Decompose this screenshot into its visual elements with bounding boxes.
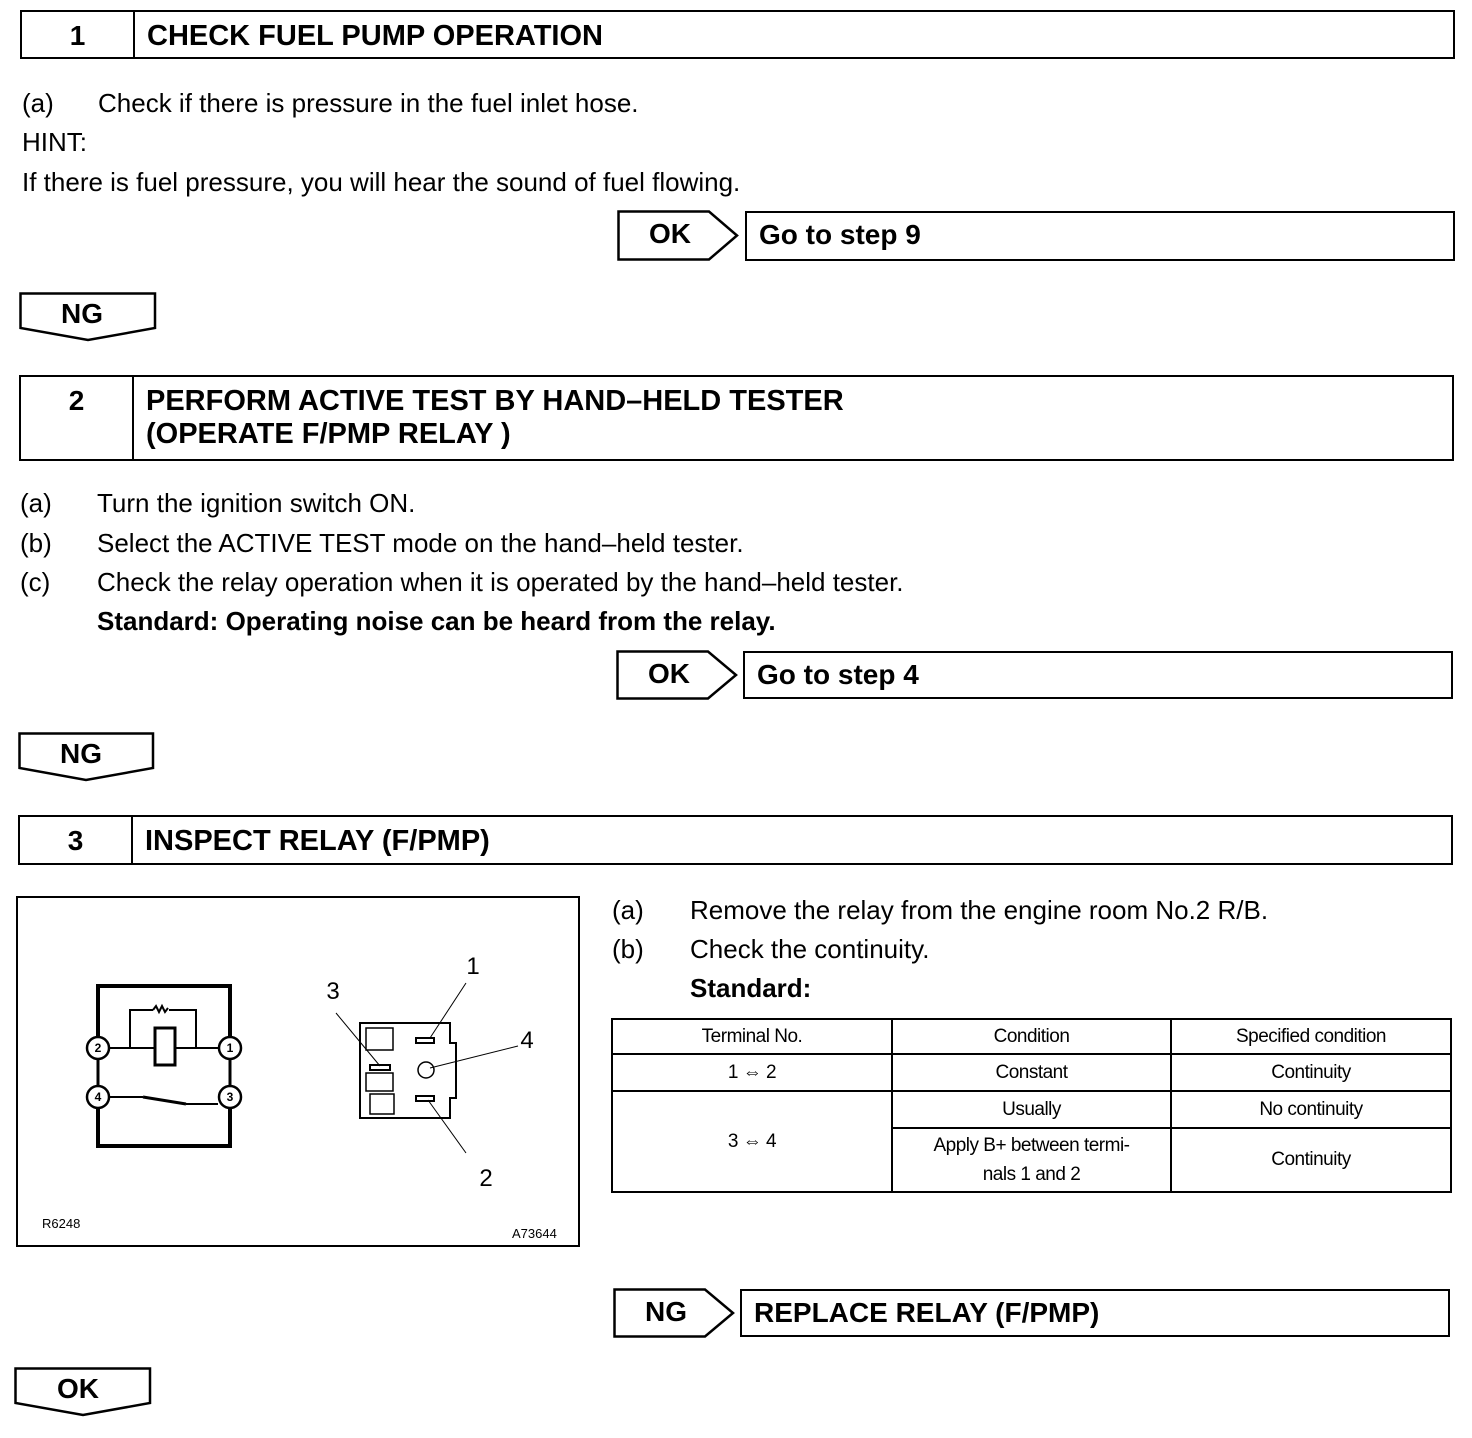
- circuit-terminal-4: 4: [94, 1090, 102, 1104]
- step-text: Check the relay operation when it is operated by the hand–held tester.: [97, 567, 904, 597]
- step-text: Check the continuity.: [690, 934, 930, 964]
- ok-label: OK: [648, 658, 690, 689]
- result-box: REPLACE RELAY (F/PMP): [740, 1289, 1450, 1337]
- relay-pin-1-label: 1: [466, 953, 480, 980]
- terminal-cell: 1 ⇔ 2: [612, 1054, 892, 1091]
- step-text: Check if there is pressure in the fuel inlet hose.: [98, 88, 639, 118]
- step-2-header: [19, 375, 1454, 461]
- relay-figure: [16, 896, 580, 1247]
- continuity-table: [611, 1018, 1452, 1193]
- ng-label: NG: [61, 298, 103, 329]
- ok-result-arrow: [617, 210, 739, 261]
- table-header: Terminal No.: [612, 1019, 892, 1054]
- condition-cell: Constant: [892, 1054, 1171, 1091]
- step-title: PERFORM ACTIVE TEST BY HAND–HELD TESTER (OPERATE F/PMP RELAY ): [146, 385, 844, 450]
- figure-code-right: A73644: [512, 1226, 557, 1241]
- terminal-cell: 3 ⇔ 4: [612, 1091, 892, 1192]
- result-box: Go to step 9: [745, 211, 1455, 261]
- ng-result-arrow: [613, 1288, 735, 1338]
- condition-cell: Apply B+ between termi- nals 1 and 2: [892, 1128, 1171, 1192]
- result-box: Go to step 4: [743, 651, 1453, 699]
- spec-cell: Continuity: [1171, 1054, 1451, 1091]
- table-row: [612, 1054, 1451, 1091]
- ng-label: NG: [60, 738, 102, 769]
- spec-cell: Continuity: [1171, 1128, 1451, 1192]
- circuit-terminal-1: 1: [226, 1041, 234, 1055]
- ok-label: OK: [649, 218, 691, 249]
- step-number: 1: [22, 12, 135, 57]
- ng-down-arrow: [19, 292, 157, 342]
- ok-label: OK: [57, 1373, 99, 1404]
- step-3-header: [18, 815, 1453, 865]
- table-header: Specified condition: [1171, 1019, 1451, 1054]
- step-title: INSPECT RELAY (F/PMP): [145, 825, 490, 857]
- relay-pin-3-label: 3: [326, 978, 340, 1005]
- step-label: (a): [20, 488, 52, 518]
- step-text: Select the ACTIVE TEST mode on the hand–held tester.: [97, 528, 744, 558]
- condition-cell: Usually: [892, 1091, 1171, 1128]
- ng-down-arrow: [18, 732, 155, 782]
- spec-cell: No continuity: [1171, 1091, 1451, 1128]
- table-header: Condition: [892, 1019, 1171, 1054]
- standard-text: Standard: Operating noise can be heard from the relay.: [97, 606, 776, 636]
- ok-result-arrow: [616, 650, 738, 700]
- circuit-terminal-2: 2: [94, 1041, 102, 1055]
- hint-label: HINT:: [22, 127, 87, 157]
- circuit-terminal-3: 3: [226, 1090, 234, 1104]
- step-number: 3: [20, 817, 133, 863]
- relay-circuit-diagram: [18, 898, 578, 1245]
- standard-label: Standard:: [690, 973, 812, 1003]
- ng-label: NG: [645, 1296, 687, 1327]
- step-label: (a): [22, 88, 54, 118]
- step-title: CHECK FUEL PUMP OPERATION: [147, 20, 603, 52]
- ok-down-arrow: [14, 1367, 152, 1417]
- step-number: 2: [21, 377, 134, 459]
- step-text: Turn the ignition switch ON.: [97, 488, 416, 518]
- relay-pin-2-label: 2: [479, 1165, 493, 1192]
- step-label: (b): [612, 934, 644, 964]
- step-1-header: [20, 10, 1455, 59]
- hint-text: If there is fuel pressure, you will hear the sound of fuel flowing.: [22, 167, 741, 197]
- step-label: (a): [612, 895, 644, 925]
- figure-code-left: R6248: [42, 1216, 81, 1231]
- step-text: Remove the relay from the engine room No.2 R/B.: [690, 895, 1269, 925]
- table-row: [612, 1091, 1451, 1128]
- step-label: (c): [20, 567, 51, 597]
- relay-pin-4-label: 4: [520, 1027, 534, 1054]
- step-label: (b): [20, 528, 52, 558]
